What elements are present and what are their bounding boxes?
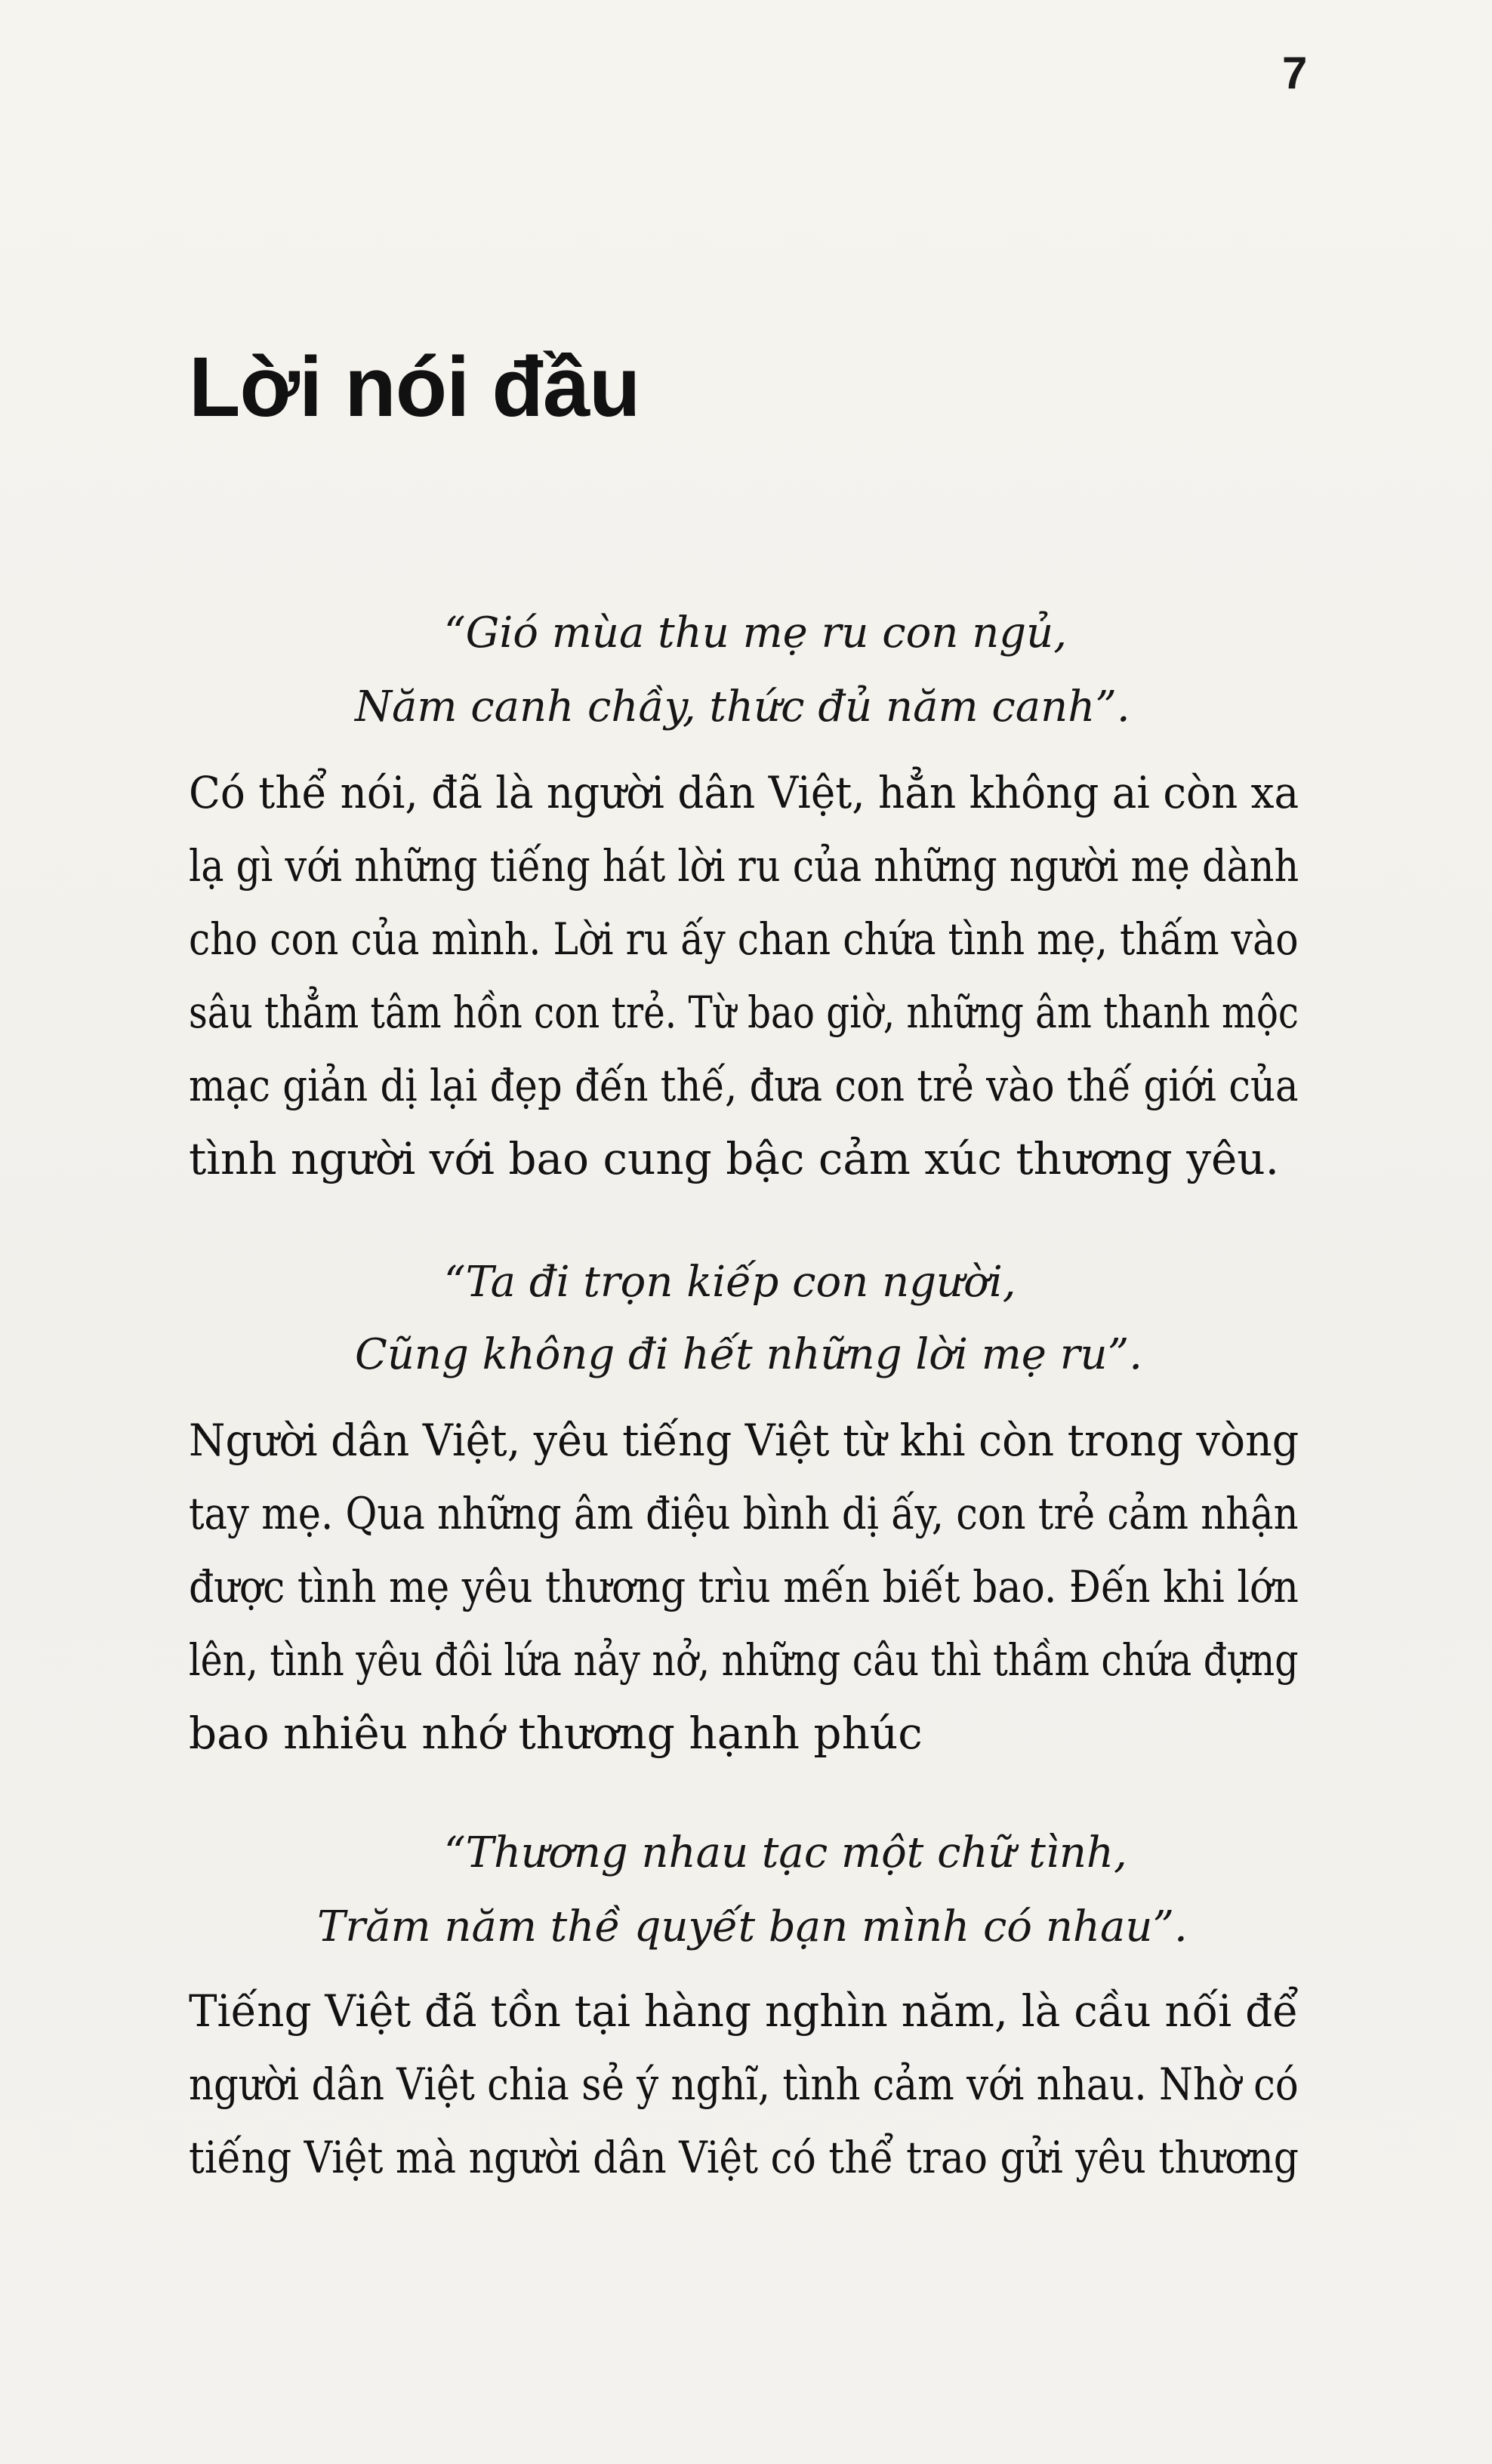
verse-1-line-1: “Gió mùa thu mẹ ru con ngủ, (444, 608, 1067, 658)
paragraph-1 (189, 756, 1299, 1196)
verse-2-line-1: “Ta đi trọn kiếp con người, (444, 1258, 1016, 1307)
paragraph-3-line-2: người dân Việt chia sẻ ý nghĩ, tình cảm với nhau. Nhờ có (189, 2059, 1299, 2110)
paragraph-1-line-4: sâu thẳm tâm hồn con trẻ. Từ bao giờ, những âm thanh mộc (189, 987, 1299, 1038)
paragraph-2-line-5: bao nhiêu nhớ thương hạnh phúc (189, 1708, 923, 1759)
paragraph-2 (189, 1404, 1299, 1770)
paragraph-1-line-2: lạ gì với những tiếng hát lời ru của những người mẹ dành (189, 840, 1299, 892)
paragraph-1-line-6: tình người với bao cung bậc cảm xúc thương yêu. (189, 1133, 1280, 1184)
chapter-title: Lời nói đầu (189, 340, 640, 434)
verse-2-line-2: Cũng không đi hết những lời mẹ ru”. (355, 1330, 1142, 1379)
verse-3-line-2: Trăm năm thề quyết bạn mình có nhau”. (317, 1902, 1188, 1951)
paragraph-2-line-1: Người dân Việt, yêu tiếng Việt từ khi còn trong vòng (189, 1415, 1299, 1466)
verse-1-line-2: Năm canh chầy, thức đủ năm canh”. (355, 682, 1130, 732)
verse-3-line-1: “Thương nhau tạc một chữ tình, (444, 1828, 1127, 1877)
paragraph-1-line-5: mạc giản dị lại đẹp đến thế, đưa con trẻ vào thế giới của (189, 1060, 1299, 1111)
page-number: 7 (1282, 48, 1308, 98)
paragraph-2-line-4: lên, tình yêu đôi lứa nảy nở, những câu thì thầm chứa đựng (189, 1634, 1299, 1686)
paragraph-1-line-3: cho con của mình. Lời ru ấy chan chứa tình mẹ, thấm vào (189, 913, 1299, 965)
paragraph-2-line-3: được tình mẹ yêu thương trìu mến biết bao. Đến khi lớn (189, 1561, 1299, 1612)
paragraph-3-line-3: tiếng Việt mà người dân Việt có thể trao gửi yêu thương (189, 2132, 1299, 2183)
paragraph-2-line-2: tay mẹ. Qua những âm điệu bình dị ấy, con trẻ cảm nhận (189, 1488, 1299, 1539)
paragraph-1-line-1: Có thể nói, đã là người dân Việt, hẳn không ai còn xa (189, 767, 1299, 818)
paragraph-3 (189, 1975, 1299, 2194)
paragraph-3-line-1: Tiếng Việt đã tồn tại hàng nghìn năm, là cầu nối để (189, 1985, 1299, 2037)
